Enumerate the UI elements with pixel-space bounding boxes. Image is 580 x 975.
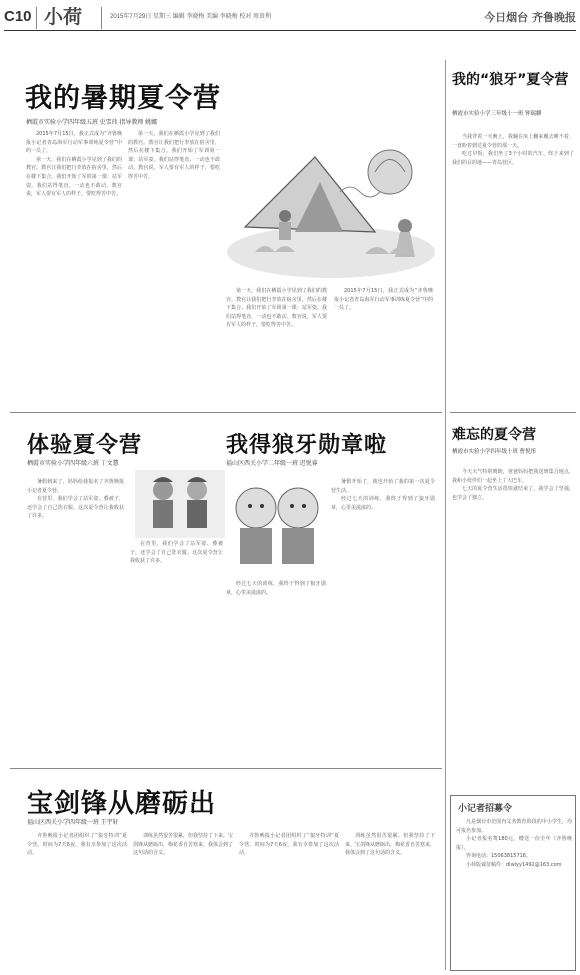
article-body-column3: 第一天，我们在栖霞小学见到了我们的教官。教官让我们把行李放在宿舍里，然后在楼下集合。我们开始了军训第一课：站军姿。我们站得笔直，一动也不敢动。教官说，军人要有军人的样子，要吃得苦中苦。	[226, 288, 327, 329]
article-title-memorable: 难忘的夏令营	[452, 427, 536, 443]
column-name: 小荷	[36, 7, 102, 29]
recruit-body: 凡是烟台市范围内义务教育阶段的中小学生，均可报名参加。 小记者报名费180元，赠送一份全年《齐鲁晚报》。 咨询电话：15063815716。 小荷版诚征稿件：dlwlyy1492@163.com	[456, 819, 572, 868]
newspaper-brand: 今日烟台 齐鲁晚报	[484, 11, 576, 24]
byline-sword: 福山区西关小学四年级一班 王宇轩	[27, 820, 119, 826]
byline-experience: 栖霞市实验小学四年级六班 丁文慧	[27, 461, 119, 467]
article-body-wolf-tooth: 当我背着一天晚上，我躺在床上翻来覆去睡不着，一直盼着到达夏令营的那一天。 吃过早饭，我们坐了3个小时的汽车，终于来到了我们的目的地——青岛营区。	[452, 134, 574, 166]
article-body-medal: 暑假开始了，我也开始了我的第一次夏令营生活。 经过七天的训练，我终于得到了狼牙勋章，心里美滋滋的。	[331, 479, 435, 511]
column-rule	[445, 60, 446, 970]
article-title-experience: 体验夏令营	[27, 433, 143, 458]
byline-medal: 福山区西关小学二年级一班 迟悦睿	[226, 461, 318, 467]
section-divider-right	[450, 412, 576, 413]
article-body-sword: 齐鲁晚报小记者团组织了“狼牙特训”夏令营，时间为7天6夜，我有幸参加了这次活动。	[27, 833, 127, 857]
recruit-title: 小记者招募令	[458, 803, 513, 813]
soldier-illustration	[135, 470, 225, 538]
byline-wolf-tooth: 栖霞市实验小学三年级十一班 钟瑞麒	[452, 111, 542, 117]
article-body-memorable: 今天天气特别晴朗，爸爸妈妈把我送到集合地点，我和小伙伴们一起坐上了大巴车。 七天的夏令营生活很快就结束了，我学会了坚强，也学会了独立。	[452, 469, 574, 501]
article-body-experience: 暑假到来了，妈妈给我报名了齐鲁晚报小记者夏令营。 在营里，我们学会了站军姿、叠被子，还学会了自己洗衣服。这次夏令营让我收获了许多。	[27, 479, 124, 520]
section-divider-2	[10, 768, 442, 769]
article-body-summer-camp: 2015年7月15日，我正式成为“齐鲁晚报小记者青岛海军行动军事训练夏令营”中的一员了。 第一天，我们在栖霞小学见到了我们的教官。教官让我们把行李放在宿舍里，然后在楼下集合。我们开始了军训第一课：站军姿。我们站得笔直，一动也不敢动。教官说，军人要有军人的样子，要吃得苦中苦。	[26, 131, 122, 198]
article-title-wolf-tooth: 我的“狼牙”夏令营	[452, 72, 569, 88]
article-body-column4: 2015年7月15日，我正式成为“齐鲁晚报小记者青岛海军行动军事训练夏令营”中的一员了。	[334, 288, 433, 312]
article-body-sword-3: 齐鲁晚报小记者团组织了“狼牙特训”夏令营，时间为7天6夜，我有幸参加了这次活动。	[239, 833, 339, 857]
page-number: C10	[4, 8, 32, 25]
camping-illustration	[225, 132, 437, 282]
article-body-sword-4: 训练虽然很苦很累，但我坚持了下来。宝剑锋从磨砺出，梅花香自苦寒来，我体会到了这句话的含义。	[345, 833, 435, 857]
byline-summer-camp: 栖霞市实验小学四年级五班 史雪玮 指导教师 姚娜	[26, 120, 158, 126]
article-body-sword-2: 训练虽然很苦很累，但我坚持了下来。宝剑锋从磨砺出，梅花香自苦寒来，我体会到了这句话的含义。	[133, 833, 233, 857]
article-body-column2: 第一天，我们在栖霞小学见到了我们的教官。教官让我们把行李放在宿舍里，然后在楼下集合。我们开始了军训第一课：站军姿。我们站得笔直，一动也不敢动。教官说，军人要有军人的样子，要吃得苦中苦。	[128, 131, 220, 180]
byline-memorable: 栖霞市实验小学四年级十班 曹悦彤	[452, 449, 537, 455]
section-divider	[10, 412, 442, 413]
article-title-sword: 宝剑锋从磨砺出	[27, 789, 217, 819]
masthead	[4, 3, 576, 31]
kids-cartoon-illustration	[228, 478, 326, 574]
issue-info: 2015年7月29日 星期三 编辑 李晓梅 美编 李晓梅 校对 周贵利	[110, 14, 272, 20]
article-title-medal: 我得狼牙勋章啦	[226, 433, 388, 458]
article-title-summer-camp: 我的暑期夏令营	[25, 83, 221, 114]
article-body-experience-2: 在营里，我们学会了站军姿、叠被子，还学会了自己洗衣服。这次夏令营让我收获了许多。	[130, 541, 223, 565]
article-body-medal-2: 经过七天的训练，我终于得到了狼牙勋章，心里美滋滋的。	[226, 581, 326, 596]
